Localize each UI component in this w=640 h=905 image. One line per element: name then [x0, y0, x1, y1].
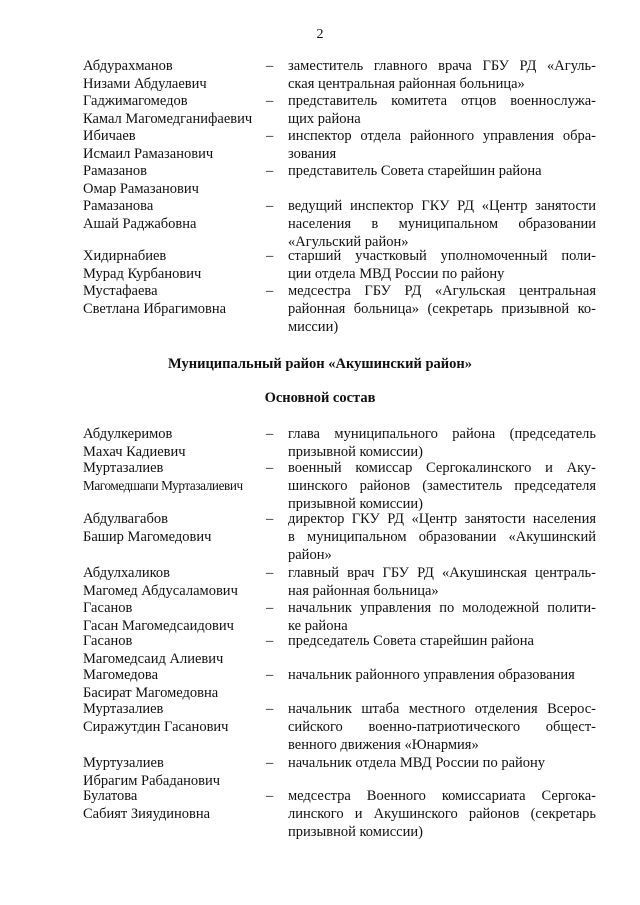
- member-surname: Гасанов: [83, 633, 133, 649]
- composition-heading: Основной состав: [264, 390, 376, 406]
- role-line: призывной комиссии): [288, 496, 423, 512]
- member-role: [288, 282, 596, 336]
- dash-separator: –: [266, 788, 274, 804]
- role-line: представитель Совета старейшин района: [288, 163, 542, 179]
- role-line: представитель комитета отцов военнослужа-: [288, 93, 596, 109]
- dash-separator: –: [266, 163, 274, 179]
- dash-separator: –: [266, 460, 274, 476]
- dash-separator: –: [266, 633, 274, 649]
- member-surname: Абдулвагабов: [83, 511, 168, 527]
- role-line: начальник отдела МВД России по району: [288, 755, 546, 771]
- role-line: военный комиссар Сергокалинского и Аку-: [288, 460, 596, 476]
- member-surname: Ибичаев: [83, 128, 136, 144]
- page-number: 2: [316, 27, 324, 42]
- member-surname: Магомедова: [83, 667, 159, 683]
- member-given-names: Махач Кадиевич: [83, 444, 186, 460]
- member-name: [83, 282, 263, 318]
- member-role: [288, 247, 596, 283]
- role-line: миссии): [288, 319, 339, 335]
- role-line: инспектор отдела районного управления обра-: [288, 128, 596, 144]
- member-name: [83, 632, 263, 668]
- role-line: председатель Совета старейшин района: [288, 633, 534, 649]
- member-role: [288, 787, 596, 841]
- member-surname: Муртазалиев: [83, 701, 164, 717]
- role-line: заместитель главного врача ГБУ РД «Агуль-: [288, 58, 596, 74]
- role-line: ская центральная районная больница»: [288, 76, 525, 92]
- member-role: [288, 92, 596, 128]
- member-name: [83, 599, 263, 635]
- member-name: [83, 162, 263, 198]
- role-line: районная больница» (секретарь призывной ко-: [288, 301, 596, 317]
- member-given-names: Сабият Зияудиновна: [83, 806, 211, 822]
- member-given-names: Сиражутдин Гасанович: [83, 719, 229, 735]
- dash-separator: –: [266, 600, 274, 616]
- role-line: медсестра Военного комиссариата Сергока-: [288, 788, 596, 804]
- member-role: [288, 127, 596, 163]
- member-given-names: Исмаил Рамазанович: [83, 146, 214, 162]
- member-role: [288, 754, 596, 772]
- member-name: [83, 787, 263, 823]
- member-given-names: Ашай Раджабовна: [83, 216, 197, 232]
- member-given-names: Камал Магомедганифаевич: [83, 111, 253, 127]
- dash-separator: –: [266, 667, 274, 683]
- role-line: населения в муниципальном образовании: [288, 216, 596, 232]
- member-role: [288, 162, 596, 180]
- role-line: ная районная больница»: [288, 583, 439, 599]
- role-line: «Агульский район»: [288, 234, 409, 250]
- role-line: директор ГКУ РД «Центр занятости населения: [288, 511, 596, 527]
- role-line: начальник районного управления образования: [288, 667, 575, 683]
- member-name: [83, 127, 263, 163]
- member-name: [83, 564, 263, 600]
- dash-separator: –: [266, 755, 274, 771]
- member-given-names: Светлана Ибрагимовна: [83, 301, 227, 317]
- member-role: [288, 425, 596, 461]
- member-given-names: Магомедшапи Муртазалиевич: [83, 478, 243, 493]
- member-given-names: Магомед Абдусаламович: [83, 583, 238, 599]
- role-line: ведущий инспектор ГКУ РД «Центр занятости: [288, 198, 596, 214]
- dash-separator: –: [266, 511, 274, 527]
- member-given-names: Магомедсаид Алиевич: [83, 651, 224, 667]
- member-role: [288, 459, 596, 513]
- role-line: шинского районов (заместитель председателя: [288, 478, 596, 494]
- member-name: [83, 92, 263, 128]
- member-given-names: Гасан Магомедсаидович: [83, 618, 234, 634]
- member-given-names: Низами Абдулаевич: [83, 76, 207, 92]
- member-role: [288, 700, 596, 754]
- member-surname: Булатова: [83, 788, 138, 804]
- member-surname: Абдурахманов: [83, 58, 173, 74]
- member-role: [288, 632, 596, 650]
- member-surname: Муртазалиев: [83, 460, 164, 476]
- role-line: глава муниципального района (председатель: [288, 426, 596, 442]
- member-name: [83, 57, 263, 93]
- member-name: [83, 510, 263, 546]
- member-given-names: Мурад Курбанович: [83, 266, 202, 282]
- dash-separator: –: [266, 283, 274, 299]
- dash-separator: –: [266, 701, 274, 717]
- member-role: [288, 197, 596, 251]
- role-line: в муниципальном образовании «Акушинский: [288, 529, 596, 545]
- member-surname: Хидирнабиев: [83, 248, 167, 264]
- member-surname: Абдулхаликов: [83, 565, 170, 581]
- role-line: ции отдела МВД России по району: [288, 266, 505, 282]
- role-line: линского и Акушинского районов (секретарь: [288, 806, 596, 822]
- member-role: [288, 599, 596, 635]
- role-line: старший участковый уполномоченный поли-: [288, 248, 596, 264]
- member-surname: Гаджимагомедов: [83, 93, 188, 109]
- member-given-names: Башир Магомедович: [83, 529, 212, 545]
- dash-separator: –: [266, 248, 274, 264]
- member-role: [288, 666, 596, 684]
- member-name: [83, 247, 263, 283]
- dash-separator: –: [266, 426, 274, 442]
- member-given-names: Омар Рамазанович: [83, 181, 199, 197]
- member-surname: Мустафаева: [83, 283, 158, 299]
- member-name: [83, 754, 263, 790]
- role-line: медсестра ГБУ РД «Агульская центральная: [288, 283, 596, 299]
- role-line: ке района: [288, 618, 348, 634]
- member-name: [83, 425, 263, 461]
- role-line: зования: [288, 146, 337, 162]
- role-line: сийского военно-патриотического общест-: [288, 719, 596, 735]
- role-line: призывной комиссии): [288, 444, 423, 460]
- member-name: [83, 666, 263, 702]
- role-line: начальник штаба местного отделения Всерос-: [288, 701, 596, 717]
- district-heading: Муниципальный район «Акушинский район»: [168, 356, 472, 372]
- member-surname: Абдулкеримов: [83, 426, 173, 442]
- dash-separator: –: [266, 128, 274, 144]
- member-role: [288, 57, 596, 93]
- role-line: щих района: [288, 111, 361, 127]
- role-line: начальник управления по молодежной полити-: [288, 600, 596, 616]
- member-surname: Рамазанов: [83, 163, 148, 179]
- member-name: [83, 700, 263, 736]
- member-surname: Гасанов: [83, 600, 133, 616]
- dash-separator: –: [266, 93, 274, 109]
- role-line: район»: [288, 547, 332, 563]
- dash-separator: –: [266, 58, 274, 74]
- role-line: главный врач ГБУ РД «Акушинская централь-: [288, 565, 596, 581]
- dash-separator: –: [266, 565, 274, 581]
- member-given-names: Басират Магомедовна: [83, 685, 219, 701]
- role-line: венного движения «Юнармия»: [288, 737, 479, 753]
- dash-separator: –: [266, 198, 274, 214]
- member-role: [288, 510, 596, 564]
- member-name: [83, 197, 263, 233]
- member-given-names: Ибрагим Рабаданович: [83, 773, 221, 789]
- role-line: призывной комиссии): [288, 824, 423, 840]
- member-role: [288, 564, 596, 600]
- member-name: [83, 459, 263, 495]
- member-surname: Рамазанова: [83, 198, 154, 214]
- member-surname: Муртузалиев: [83, 755, 164, 771]
